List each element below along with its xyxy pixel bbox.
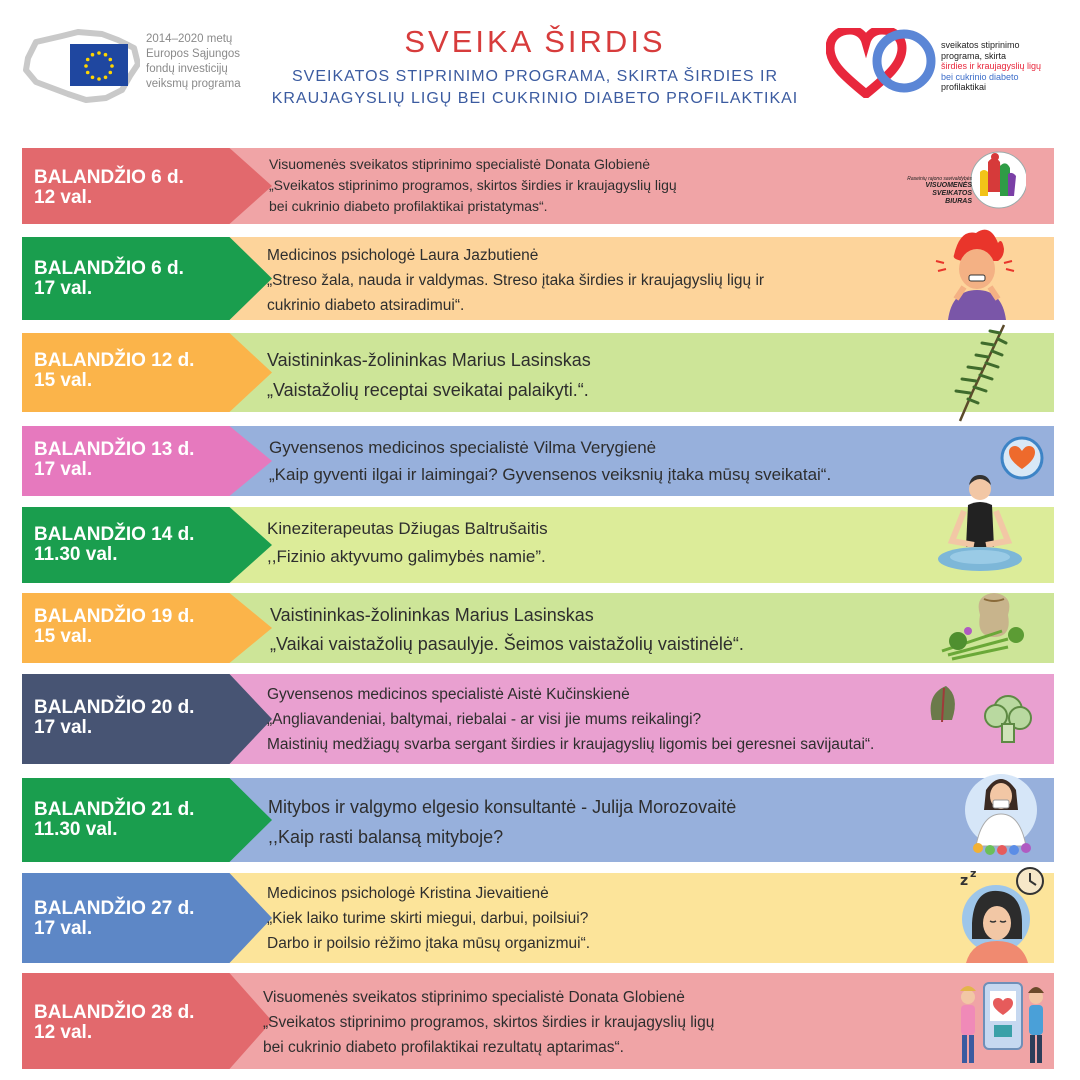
event-description: Kineziterapeutas Džiugas Baltrušaitis ,,Fizinio aktyvumo galimybės namie”. [267,519,548,566]
vegetables-icon [922,680,1042,746]
eu-flag-icon [70,44,128,86]
event-row [22,867,1054,963]
phone-people-icon [956,977,1048,1067]
event-row [22,593,1054,663]
event-date: BALANDŽIO 6 d. 12 val. [34,167,184,208]
event-date: BALANDŽIO 21 d. 11.30 val. [34,799,195,840]
eu-funds-caption: 2014–2020 metų Europos Sąjungos fondų investicijų veiksmų programa [146,33,241,90]
event-row [22,507,1054,583]
herbs-bag-icon [938,585,1030,663]
event-date: BALANDŽIO 19 d. 15 val. [34,606,195,647]
header [0,0,1080,140]
bureau-caption: Raseinių rajono savivaldybės VISUOMENĖS SVEIKATOS BIURAS [907,176,972,205]
event-row [22,333,1054,412]
event-date: BALANDŽIO 12 d. 15 val. [34,350,195,391]
event-row [22,426,1054,496]
rosemary-icon [942,323,1012,423]
event-row [22,674,1054,764]
event-row [22,148,1054,224]
event-description: Visuomenės sveikatos stiprinimo specialistė Donata Globienė „Sveikatos stiprinimo programos, skirtos širdies ir kraujagyslių ligų bei cukrinio diabeto profilaktikai pristatymas“. [269,156,677,214]
event-row [22,973,1054,1069]
event-date: BALANDŽIO 27 d. 17 val. [34,898,195,939]
public-health-bureau-logo [884,150,1026,220]
event-description: Vaistininkas-žolininkas Marius Lasinskas „Vaikai vaistažolių pasaulyje. Šeimos vaistažolių vaistinėlė“. [270,605,744,654]
page-subtitle: SVEIKATOS STIPRINIMO PROGRAMA, SKIRTA ŠIRDIES IR KRAUJAGYSLIŲ LIGŲ BEI CUKRINIO DIABETO PROFILAKTIKAI [271,68,799,107]
heart-ring-logo-icon [826,28,936,98]
event-description: Visuomenės sveikatos stiprinimo specialistė Donata Globienė „Sveikatos stiprinimo programos, skirtos širdies ir kraujagyslių ligų bei cukrinio diabeto profilaktikai rezultatų aptarimas“. [263,989,715,1056]
event-description: Vaistininkas-žolininkas Marius Lasinskas „Vaistažolių receptai sveikatai palaikyti.“. [267,350,591,400]
event-description: Mitybos ir valgymo elgesio konsultantė - Julija Morozovaitė ,,Kaip rasti balansą mityboje? [268,797,737,847]
event-row [22,237,1054,320]
program-logo-text: sveikatos stiprinimo programa, skirta širdies ir kraujagyslių ligų bei cukrinio diabeto profilaktikai [941,40,1042,92]
event-row [22,778,1054,862]
nutritionist-icon [962,764,1040,860]
sleeping-person-icon [946,865,1044,963]
stressed-person-icon [932,225,1022,320]
event-date: BALANDŽIO 14 d. 11.30 val. [34,524,195,565]
event-date: BALANDŽIO 6 d. 17 val. [34,258,184,299]
event-date: BALANDŽIO 13 d. 17 val. [34,439,195,480]
event-date: BALANDŽIO 20 d. 17 val. [34,697,195,738]
event-description: Gyvensenos medicinos specialistė Aistė Kučinskienė „Angliavandeniai, baltymai, riebalai - ar visi jie mums reikalingi? Maistinių medžiagų svarba sergant širdies ir kraujagyslių ligomis bei geresnei savijautai“. [267,686,875,753]
yoga-person-icon [934,471,1026,579]
event-description: Medicinos psichologė Laura Jazbutienė „Streso žala, nauda ir valdymas. Streso įtaka širdies ir kraujagyslių ligų ir cukrinio diabeto atsiradimui“. [267,247,765,314]
event-description: Gyvensenos medicinos specialistė Vilma Verygienė „Kaip gyventi ilgai ir laimingai? Gyvensenos veiksnių įtaka mūsų sveikatai“. [269,438,832,484]
event-date: BALANDŽIO 28 d. 12 val. [34,1002,195,1043]
page-title: SVEIKA ŠIRDIS [404,24,666,59]
svg-text:z: z [960,873,969,889]
event-description: Medicinos psichologė Kristina Jievaitienė „Kiek laiko turime skirti miegui, darbui, poilsiui? Darbo ir poilsio rėžimo įtaka mūsų organizmui“. [267,885,591,952]
svg-text:z: z [970,867,977,880]
